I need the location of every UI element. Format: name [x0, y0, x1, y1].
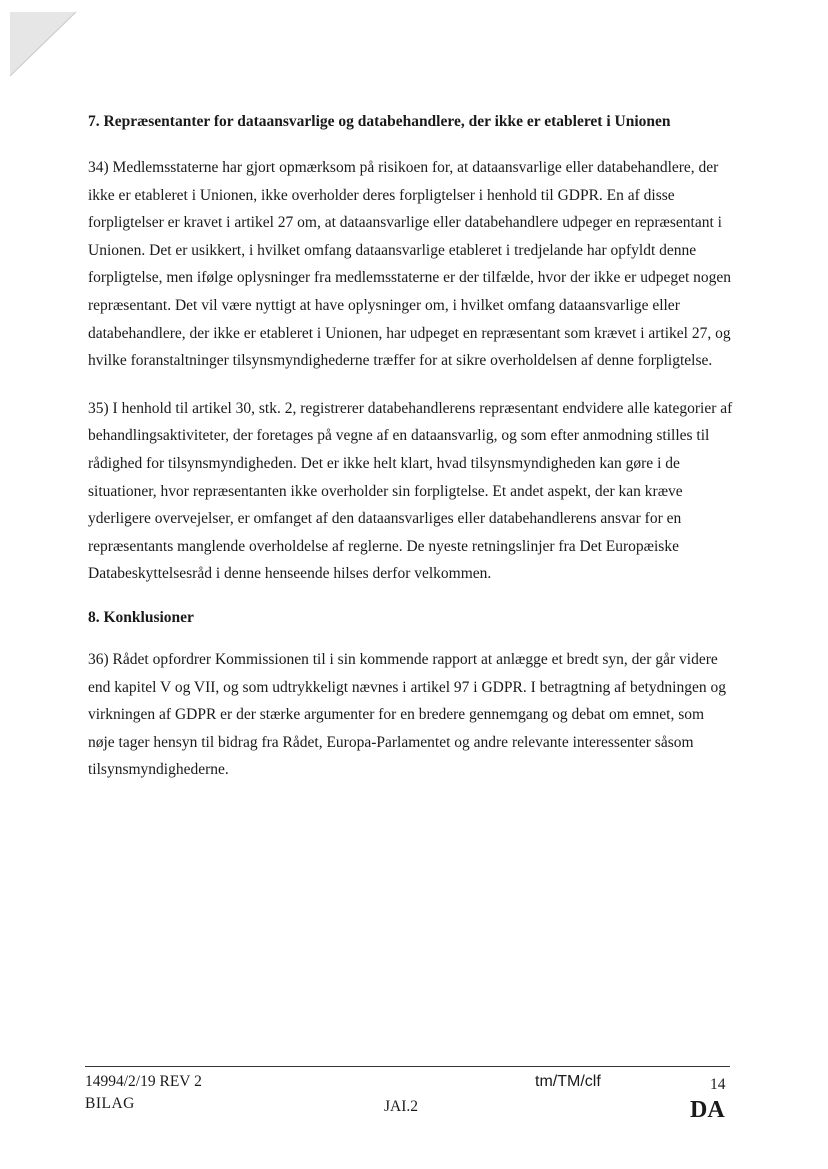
footer-annex-label: BILAG [85, 1095, 135, 1112]
paragraph-36: 36) Rådet opfordrer Kommissionen til i sin kommende rapport at anlægge et bredt syn, der går videre end kapitel V og VII, og som udtrykkeligt nævnes i artikel 97 i GDPR. I betragtning af betydningen og virkningen af GDPR er der stærke argumenter for en bredere gennemgang og debat om emnet, som nøje tager hensyn til bidrag fra Rådet, Europa-Parlamentet og andre relevante interessenter såsom tilsynsmyndighederne. [88, 650, 726, 779]
footer-document-reference: 14994/2/19 REV 2 [85, 1073, 202, 1090]
section-7-heading: 7. Repræsentanter for dataansvarlige og databehandlere, der ikke er etableret i Unionen [88, 113, 671, 130]
footer-initials: tm/TM/clf [535, 1073, 601, 1090]
paragraph-34: 34) Medlemsstaterne har gjort opmærksom på risikoen for, at dataansvarlige eller databehandlere, der ikke er etableret i Unionen, ikke overholder deres forpligtelser i henhold til GDPR. En af disse forpligtelser er kravet i artikel 27 om, at dataansvarlige eller databehandlere udpeger en repræsentant i Unionen. Det er usikkert, i hvilket omfang dataansvarlige etableret i tredjelande har opfyldt denne forpligtelse, men ifølge oplysninger fra medlemsstaterne er der tilfælde, hvor der ikke er udpeget nogen repræsentant. Det vil være nyttigt at have oplysninger om, i hvilket omfang dataansvarlige eller databehandlere, der ikke er etableret i Unionen, har udpeget en repræsentant som krævet i artikel 27, og hvilke foranstaltninger tilsynsmyndighederne træffer for at sikre overholdelsen af denne forpligtelse. [88, 159, 732, 370]
footer-language-code: DA [690, 1097, 725, 1123]
paragraph-35: 35) I henhold til artikel 30, stk. 2, registrerer databehandlerens repræsentant endvidere alle kategorier af behandlingsaktiviteter, der foretages på vegne af en dataansvarlig, og som efter anmodning stilles til rådighed for tilsynsmyndigheden. Det er ikke helt klart, hvad tilsynsmyndigheden kan gøre i de situationer, hvor repræsentanten ikke overholder sin forpligtelse. Et andet aspekt, der kan kræve yderligere overvejelser, er omfanget af den dataansvarliges eller databehandlerens ansvar for en repræsentants manglende overholdelse af reglerne. De nyeste retningslinjer fra Det Europæiske Databeskyttelsesråd i denne henseende hilses derfor velkommen. [88, 399, 733, 583]
document-body [88, 112, 733, 784]
section-8-heading: 8. Konklusioner [88, 608, 194, 626]
footer-divider [85, 1066, 730, 1067]
page-corner-fold-icon [8, 10, 78, 80]
footer-page-number: 14 [710, 1076, 726, 1093]
footer-department: JAI.2 [384, 1098, 419, 1115]
